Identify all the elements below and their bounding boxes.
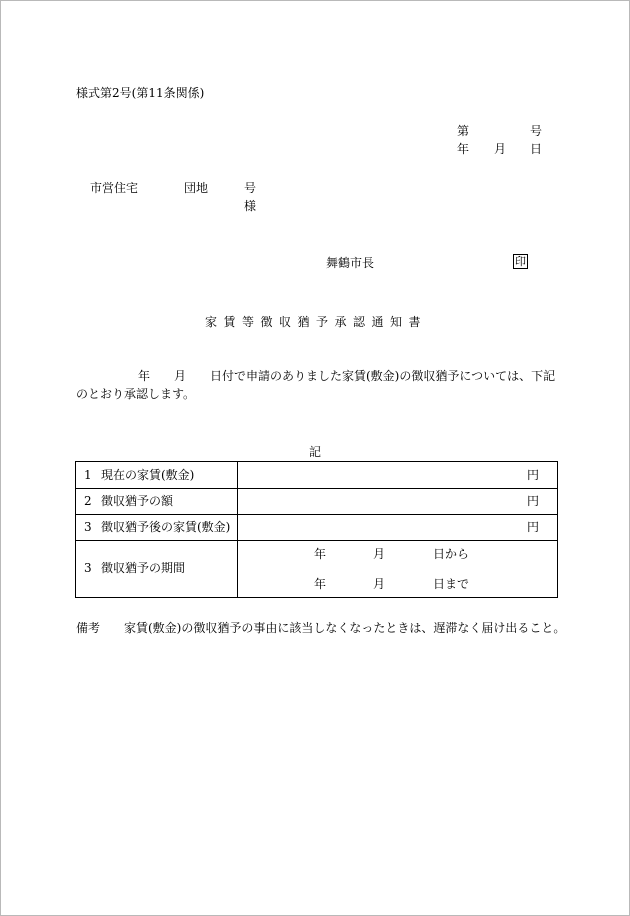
doc-number-prefix: 第 [457, 124, 470, 138]
period-to-day: 日まで [433, 577, 470, 591]
row3-label: 徴収猶予後の家賃(敷金) [101, 520, 231, 534]
row1-unit: 円 [527, 468, 540, 482]
row1-number: 1 [84, 468, 92, 482]
row2-number: 2 [84, 494, 92, 508]
doc-number-suffix: 号 [530, 124, 543, 138]
issuer-name: 舞鶴市長 [326, 256, 375, 270]
body-month: 月 [174, 369, 187, 383]
period-to-month: 月 [373, 577, 386, 591]
addressee-housing: 市営住宅 [90, 181, 139, 195]
row3-unit: 円 [527, 520, 540, 534]
table-row-divider [76, 488, 557, 489]
details-table [75, 461, 558, 598]
row1-label: 現在の家賃(敷金) [101, 468, 195, 482]
body-line2: のとおり承認します。 [76, 387, 196, 401]
period-label: 徴収猶予の期間 [101, 561, 186, 575]
remarks-text: 家賃(敷金)の徴収猶予の事由に該当しなくなったときは、遅滞なく届け出ること。 [124, 621, 566, 635]
body-line1: 日付で申請のありました家賃(敷金)の徴収猶予については、下記 [210, 369, 556, 383]
seal-stamp: 印 [515, 255, 526, 268]
period-from-month: 月 [373, 547, 386, 561]
document-title: 家賃等徴収猶予承認通知書 [205, 315, 428, 329]
row2-unit: 円 [527, 494, 540, 508]
table-column-divider [237, 462, 238, 597]
table-row-divider [76, 514, 557, 515]
date-year: 年 [457, 142, 470, 156]
addressee-number: 号 [244, 181, 257, 195]
date-day: 日 [530, 142, 543, 156]
row2-label: 徴収猶予の額 [101, 494, 174, 508]
row3-number: 3 [84, 520, 92, 534]
addressee-complex: 団地 [184, 181, 209, 195]
period-to-year: 年 [314, 577, 327, 591]
addressee-honorific: 様 [244, 199, 257, 213]
form-id: 様式第2号(第11条関係) [76, 86, 205, 100]
period-from-year: 年 [314, 547, 327, 561]
period-from-day: 日から [433, 547, 470, 561]
date-month: 月 [494, 142, 507, 156]
body-year: 年 [138, 369, 151, 383]
ki-heading: 記 [309, 445, 322, 459]
table-row-divider [76, 540, 557, 541]
remarks-label: 備考 [76, 621, 101, 635]
period-number: 3 [84, 561, 92, 575]
